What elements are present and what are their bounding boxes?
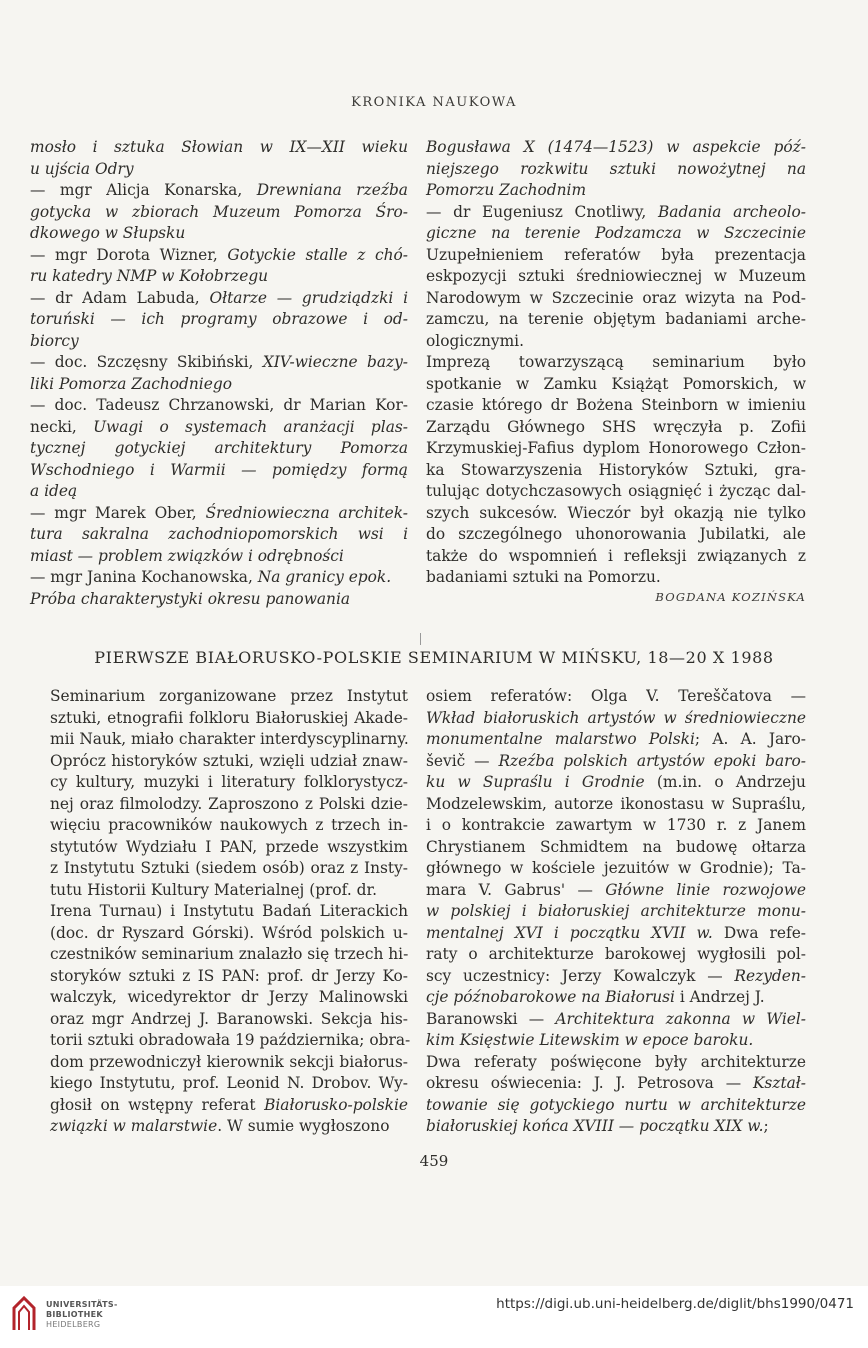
text-segment: czestników seminarium znalazło się trzech hi- — [50, 945, 409, 963]
text-line — [50, 1030, 411, 1052]
text-segment: Wkład białoruskich artystów w średniowieczne — [426, 708, 806, 727]
text-line — [30, 438, 408, 460]
text-line — [426, 159, 806, 181]
text-line — [30, 567, 408, 589]
text-segment: — dr Adam Labuda, — [30, 288, 210, 307]
text-segment: Uzupełnieniem referatów była prezentacja — [426, 245, 806, 264]
text-line — [426, 395, 806, 417]
text-segment: u ujścia Odry — [30, 159, 134, 178]
text-segment: mara V. Gabrus' — — [426, 880, 606, 899]
text-line — [426, 245, 806, 267]
text-segment: — doc. Szczęsny Skibiński, — [30, 353, 263, 371]
text-line — [426, 815, 806, 837]
text-segment: Białorusko-polskie — [264, 1095, 408, 1114]
text-segment: ku w Supraślu i Grodnie — [426, 773, 645, 791]
text-segment: Wschodniego i Warmii — pomiędzy formą — [30, 460, 408, 479]
text-segment: Imprezą towarzyszącą seminarium było — [426, 353, 806, 371]
text-segment: mii Nauk, miało charakter interdyscyplinarny. — [50, 730, 409, 748]
text-line — [426, 880, 806, 902]
text-line — [426, 1095, 806, 1117]
text-segment: Bogusława X (1474—1523) w aspekcie póź- — [426, 138, 806, 156]
text-segment: storyków sztuki z IS PAN: prof. dr Jerzy Ko- — [50, 966, 408, 985]
text-line — [30, 180, 408, 202]
library-logo-icon[interactable] — [10, 1294, 38, 1334]
text-segment: sztuki, etnografii folkloru Białoruskiej Akade- — [50, 708, 408, 727]
text-line — [426, 180, 806, 202]
text-segment: eskpozycji sztuki średniowiecznej w Muzeum — [426, 267, 806, 285]
text-line — [50, 794, 408, 816]
text-line — [426, 374, 806, 396]
text-segment: (doc. dr Ryszard Górski). Wśród polskich u- — [50, 923, 408, 942]
text-segment: necki, — [30, 417, 94, 436]
text-line — [50, 772, 408, 794]
text-line — [426, 729, 806, 751]
text-line — [426, 546, 806, 568]
text-line — [30, 202, 408, 224]
text-line — [30, 266, 408, 288]
text-segment: zamczu, na terenie objętym badaniami arche- — [426, 310, 806, 328]
text-segment: cy kultury, muzyki i literatury folklorystycz- — [50, 773, 408, 791]
text-line — [50, 966, 408, 988]
text-segment: tulując dotychczasowych osiągnięć i życząc dal- — [426, 482, 806, 500]
text-segment: torii sztuki obradowała 19 października; obra- — [50, 1031, 411, 1049]
text-segment: Oprócz historyków sztuki, wzięli udział znaw- — [50, 751, 408, 770]
text-segment: Pomorzu Zachodnim — [426, 181, 587, 199]
text-segment: ; A. A. Jaro- — [694, 730, 807, 748]
source-url-link[interactable]: https://digi.ub.uni-heidelberg.de/diglit/bhs1990/0471 — [496, 1296, 854, 1312]
text-segment: (m.in. o Andrzeju — [644, 773, 806, 791]
text-line — [50, 751, 408, 773]
text-segment: towanie się gotyckiego nurtu w architekturze — [426, 1095, 806, 1114]
text-segment: tura sakralna zachodniopomorskich wsi i — [30, 525, 408, 543]
text-line — [426, 1052, 806, 1074]
text-line — [426, 223, 806, 245]
text-line — [426, 901, 806, 923]
text-segment: okresu oświecenia: J. J. Petrosova — — [426, 1074, 753, 1092]
text-line — [30, 524, 408, 546]
text-segment: Średniowieczna architek- — [205, 503, 408, 522]
text-line — [426, 708, 806, 730]
text-segment: raty o architekturze barokowej wygłosili pol- — [426, 945, 806, 963]
text-segment: spotkanie w Zamku Książąt Pomorskich, w — [426, 374, 806, 393]
text-segment: ševič — — [426, 751, 499, 770]
text-line — [426, 460, 806, 482]
running-header: KRONIKA NAUKOWA — [351, 95, 517, 110]
text-line — [426, 858, 806, 880]
text-segment: XIV-wieczne bazy- — [262, 353, 408, 371]
viewer-footer — [0, 1286, 868, 1348]
text-line — [426, 503, 806, 525]
text-line — [30, 245, 408, 267]
text-line — [426, 309, 806, 331]
text-segment: Badania archeolo- — [657, 202, 806, 221]
text-segment: tutu Historii Kultury Materialnej (prof. dr. — [50, 880, 378, 899]
text-segment: Dwa refe- — [712, 923, 806, 942]
text-line — [426, 331, 806, 353]
text-line — [426, 751, 806, 773]
text-line — [30, 137, 408, 159]
text-line — [426, 137, 806, 159]
text-line — [426, 794, 806, 816]
text-segment: i Andrzej J. — [674, 988, 765, 1006]
text-segment: Uwagi o systemach aranżacji plas- — [93, 417, 408, 436]
text-line — [30, 352, 408, 374]
text-line — [426, 202, 806, 224]
text-segment: — mgr Alicja Konarska, — [30, 181, 257, 199]
text-segment: stytutów Wydziału I PAN, przede wszystkim — [50, 837, 408, 856]
text-segment: — mgr Dorota Wizner, — [30, 245, 228, 264]
text-segment: — dr Eugeniusz Cnotliwy, — [426, 202, 658, 221]
text-line — [50, 858, 408, 880]
text-line — [50, 1116, 408, 1138]
text-segment: kim Księstwie Litewskim w epoce baroku. — [426, 1031, 754, 1049]
text-line — [30, 395, 408, 417]
text-segment: liki Pomorza Zachodniego — [30, 374, 232, 393]
text-segment: Drewniana rzeźba — [256, 181, 408, 199]
text-segment: Modzelewskim, autorze ikonostasu w Supraślu, — [426, 794, 806, 813]
column-left-bottom — [50, 686, 411, 1138]
text-line — [50, 987, 408, 1009]
text-segment: gotycka w zbiorach Muzeum Pomorza Śro- — [30, 202, 408, 221]
text-segment: — mgr Janina Kochanowska, — [30, 568, 258, 586]
text-line — [426, 266, 806, 288]
text-line — [30, 589, 408, 611]
text-segment: badaniami sztuki na Pomorzu. — [426, 568, 661, 586]
text-segment: Ołtarze — grudziądzki i — [209, 288, 408, 307]
text-line — [426, 481, 806, 503]
text-segment: Chrystianem Schmidtem na budowę ołtarza — [426, 837, 806, 856]
text-segment: monumentalne malarstwo Polski — [426, 730, 695, 748]
text-segment: biorcy — [30, 331, 79, 350]
text-segment: dom przewodniczył kierownik sekcji białorus- — [50, 1052, 408, 1071]
text-segment: giczne na terenie Podzamcza w Szczecinie — [426, 224, 806, 242]
text-segment: Na granicy epok. — [257, 568, 392, 586]
text-segment: z Instytutu Sztuki (siedem osób) oraz z Insty- — [50, 859, 408, 877]
text-segment: oraz mgr Andrzej J. Baranowski. Sekcja his- — [50, 1009, 408, 1028]
text-segment: osiem referatów: Olga V. Tereščatova — — [426, 687, 806, 705]
text-line — [30, 288, 408, 310]
text-segment: więciu pracowników naukowych z trzech in- — [50, 816, 408, 834]
library-logo-text[interactable] — [46, 1300, 118, 1330]
text-line — [30, 309, 408, 331]
text-line — [50, 1009, 408, 1031]
column-right-bottom — [426, 686, 806, 1138]
text-line — [50, 923, 408, 945]
column-left-top — [30, 137, 408, 610]
text-segment: niejszego rozkwitu sztuki nowożytnej na — [426, 159, 806, 178]
text-segment: głównego w kościele jezuitów w Grodnie); Ta- — [426, 859, 806, 877]
text-segment: Rzeźba polskich artystów epoki baro- — [498, 751, 806, 770]
text-segment: cje późnobarokowe na Białorusi — [426, 988, 675, 1006]
text-segment: także do wspomnień i refleksji związanych z — [426, 546, 806, 565]
text-line — [30, 159, 408, 181]
text-line — [426, 288, 806, 310]
text-line — [426, 352, 806, 374]
text-segment: głosił on wstępny referat — [50, 1095, 265, 1114]
text-line — [50, 901, 408, 923]
text-segment: dkowego w Słupsku — [30, 224, 186, 242]
text-line — [426, 837, 806, 859]
text-segment: mentalnej XVI i początku XVII w. — [426, 923, 713, 942]
text-segment: Główne linie rozwojowe — [605, 880, 806, 899]
text-line — [426, 438, 806, 460]
text-line — [30, 417, 408, 439]
text-segment: walczyk, wicedyrektor dr Jerzy Malinowski — [50, 988, 408, 1006]
text-line — [426, 1009, 806, 1031]
logo-line-3: HEIDELBERG — [46, 1320, 101, 1329]
text-segment: Irena Turnau) i Instytutu Badań Literackich — [50, 902, 408, 920]
text-line — [426, 567, 806, 589]
text-segment: czasie którego dr Bożena Steinborn w imieniu — [426, 396, 806, 414]
text-segment: ka Stowarzyszenia Historyków Sztuki, gra- — [426, 460, 806, 479]
text-segment: Narodowym w Szczecinie oraz wizyta na Pod- — [426, 288, 806, 307]
text-line — [30, 481, 408, 503]
page-number: 459 — [419, 1152, 449, 1170]
text-line — [50, 944, 408, 966]
text-line — [426, 686, 806, 708]
text-segment: ologicznymi. — [426, 331, 524, 350]
text-segment: — mgr Marek Ober, — [30, 503, 206, 522]
text-line — [426, 417, 806, 439]
logo-line-1: UNIVERSITÄTS- — [46, 1300, 118, 1309]
text-segment: Rezyden- — [734, 966, 806, 985]
text-segment: związki w malarstwie — [50, 1117, 218, 1135]
text-segment: Kształ- — [752, 1074, 806, 1092]
text-segment: ; — [763, 1117, 769, 1135]
text-segment: w polskiej i białoruskiej architekturze monu- — [426, 902, 806, 920]
text-line — [30, 460, 408, 482]
logo-line-2: BIBLIOTHEK — [46, 1310, 103, 1319]
text-line — [426, 923, 806, 945]
text-segment: Seminarium zorganizowane przez Instytut — [50, 687, 408, 705]
text-segment: Krzymuskiej-Fafius dyplom Honorowego Człon- — [426, 439, 806, 457]
text-line — [50, 1095, 408, 1117]
text-segment: Architektura zakonna w Wiel- — [555, 1009, 806, 1028]
text-segment: — doc. Tadeusz Chrzanowski, dr Marian Kor- — [30, 396, 408, 414]
text-line — [30, 503, 408, 525]
text-line — [426, 966, 806, 988]
text-line — [426, 1030, 806, 1052]
text-line — [50, 880, 408, 902]
text-segment: nej oraz filmolodzy. Zaproszono z Polski dzie- — [50, 794, 408, 813]
text-line — [426, 1116, 806, 1138]
text-segment: miast — problem związków i odrębności — [30, 546, 344, 565]
text-line — [426, 987, 806, 1009]
text-line — [50, 837, 408, 859]
text-segment: kiego Instytutu, prof. Leonid N. Drobov. Wy- — [50, 1074, 408, 1092]
text-line — [426, 1073, 806, 1095]
text-line — [50, 729, 408, 751]
text-line — [426, 524, 806, 546]
text-segment: Baranowski — — [426, 1009, 556, 1028]
text-segment: Zarządu Głównego SHS wręczyła p. Zofii — [426, 417, 806, 436]
text-line — [30, 546, 408, 568]
text-segment: Próba charakterystyki okresu panowania — [30, 589, 351, 608]
text-line — [30, 331, 408, 353]
text-segment: . W sumie wygłoszono — [217, 1117, 390, 1135]
text-line — [426, 772, 806, 794]
text-segment: szych sukcesów. Wieczór był okazją nie tylko — [426, 503, 806, 522]
text-segment: tycznej gotyckiej architektury Pomorza — [30, 439, 408, 457]
text-line — [50, 1073, 408, 1095]
column-right-top — [426, 137, 806, 589]
text-line — [50, 686, 408, 708]
text-segment: toruński — ich programy obrazowe i od- — [30, 310, 408, 328]
author-signature: BOGDANA KOZIŃSKA — [655, 590, 806, 604]
text-segment: mosło i sztuka Słowian w IX—XII wieku — [30, 138, 408, 156]
section-divider — [420, 633, 421, 645]
text-line — [30, 223, 408, 245]
text-line — [50, 815, 408, 837]
section-title: PIERWSZE BIAŁORUSKO-POLSKIE SEMINARIUM W MIŃSKU, 18—20 X 1988 — [94, 648, 774, 667]
text-line — [30, 374, 408, 396]
text-segment: do szczególnego uhonorowania Jubilatki, ale — [426, 525, 806, 543]
text-line — [426, 944, 806, 966]
text-segment: ru katedry NMP w Kołobrzegu — [30, 267, 269, 285]
text-segment: scy uczestnicy: Jerzy Kowalczyk — — [426, 966, 735, 985]
text-segment: Dwa referaty poświęcone były architekturze — [426, 1052, 806, 1071]
text-segment: Gotyckie stalle z chó- — [227, 245, 408, 264]
text-line — [50, 708, 408, 730]
text-segment: białoruskiej końca XVIII — początku XIX w. — [426, 1117, 764, 1135]
text-segment: a ideą — [30, 482, 78, 500]
text-line — [50, 1052, 408, 1074]
text-segment: i o kontrakcie zawartym w 1730 r. z Janem — [426, 816, 806, 834]
